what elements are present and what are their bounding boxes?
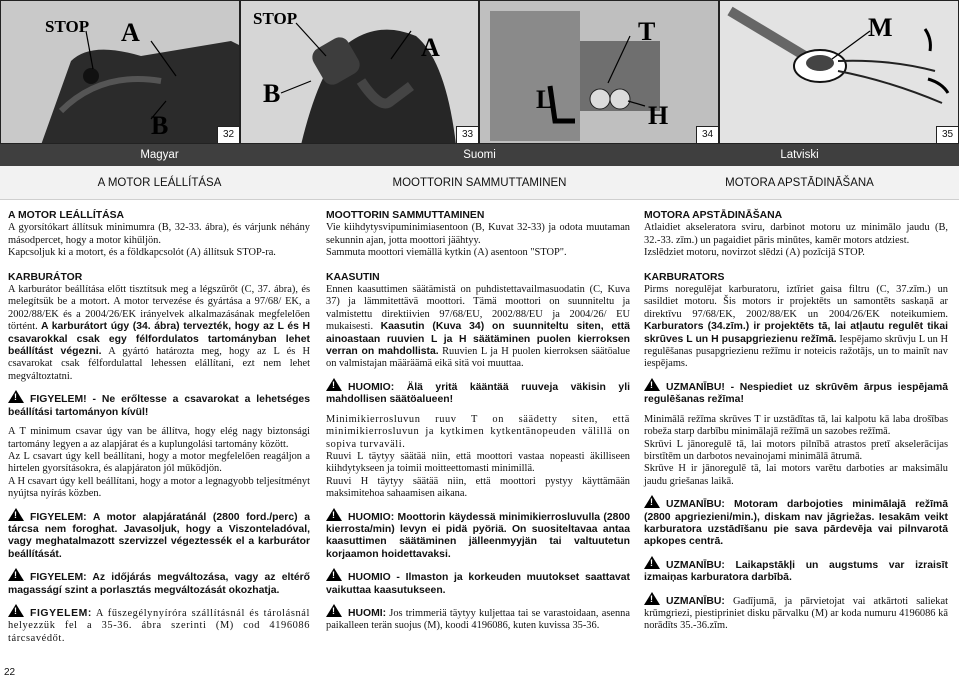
section-title-hu: A MOTOR LEÁLLÍTÁSA bbox=[97, 177, 222, 189]
heading-carburetor: KARBURATORS bbox=[644, 271, 725, 283]
warning-note: !FIGYELEM: Az időjárás megváltozása, vagy az eltérő magasságí szint a porlasztás megváltozását okozhatja. bbox=[8, 568, 310, 597]
figure-number: 34 bbox=[696, 126, 718, 143]
paragraph: Vie kiihdytysvipuminimiasentoon (B, Kuvat 32-33) ja odota muutaman sekunnin ajan, jotta moottori jäähtyy. bbox=[326, 222, 630, 246]
warning-note: !HUOMIO - Ilmaston ja korkeuden muutokset saattavat vaikuttaa kaasutukseen. bbox=[326, 568, 630, 597]
figure-33-photo bbox=[240, 0, 479, 144]
heading-carburetor: KARBURÁTOR bbox=[8, 271, 83, 283]
figure-32-photo bbox=[0, 0, 240, 144]
heading-stopping-engine: MOTORA APSTĀDINĀŠANA bbox=[644, 210, 783, 221]
paragraph: A T minimum csavar úgy van be állítva, hogy elég nagy biztonsági tartomány legyen a az alapjárat és a kuplungolási tartomány között. bbox=[8, 426, 310, 450]
warning-note: !FIGYELEM! - Ne erőltesse a csavarokat a lehetséges beállítási tartományon kívül! bbox=[8, 390, 310, 419]
warning-note: !UZMANĪBU: Motoram darbojoties minimālajā režīmā (2800 apgriezieni/min.), diskam nav jāgriežas. Iesakām veikt karburatora uzstādīšanu pie sava pārdevēja vai pilnvarotā apkopes centrā. bbox=[644, 495, 948, 549]
section-title-fi: MOOTTORIN SAMMUTTAMINEN bbox=[392, 177, 567, 189]
paragraph: Minimikierrosluvun ruuv T on säädetty siten, että minimikierrosluvun ja kytkimen kytkentänopeuden välillä on sopiva turvaväli. bbox=[326, 413, 630, 450]
language-label-hu: Magyar bbox=[140, 149, 179, 161]
column-latvian bbox=[644, 210, 948, 633]
warning-icon bbox=[8, 508, 24, 521]
paragraph: Sammuta moottori viemällä kytkin (A) asentoon "STOP". bbox=[326, 247, 567, 259]
column-finnish bbox=[326, 210, 630, 633]
heading-stopping-engine: A MOTOR LEÁLLÍTÁSA bbox=[8, 210, 125, 221]
paragraph: A H csavart úgy kell beállítani, hogy a motor a legnagyobb teljesítményt nyújtsa nyírás közben. bbox=[8, 475, 310, 500]
photo-strip bbox=[0, 0, 959, 144]
paragraph: A karburátor beállítása előtt tisztítsuk meg a légszűrőt (C, 37. ábra), és melegítsük be a motort. A motor tervezése és gyártása a 97/68/ EK, a 2002/88/EK és a 2004/26/EK irányelvek alkalmazásának megfelelően történt. A karburátort úgy (34. ábra) tervezték, hogy az L és H csavarokkal csak egy félfordulatos tartományban lehet beállítást végezni. A gyártó határozta meg, hogy az L és H csavarokat csak félfordulattal lehessen elállítani, ezt nem lehet megváltoztatni. bbox=[8, 284, 310, 382]
warning-note: !HUOMI: Jos trimmeriä täytyy kuljettaa tai se varastoidaan, asenna paikalleen terän suojus (M), koodi 4196086, kuten kuvissa 35-36. bbox=[326, 604, 630, 633]
paragraph: Az L csavart úgy kell beállítani, hogy a motor megfelelően reagáljon a hirtelen gyorsításokra, és alapjáraton jól működjön. bbox=[8, 450, 310, 475]
paragraph: Minimālā režīma skrūves T ir uzstādītas tā, lai kalpotu kā laba drošības robeža starp darbību minimālajā režīmā un sazobes režīmā. bbox=[644, 413, 948, 438]
section-title-lv: MOTORA APSTĀDINĀŠANA bbox=[725, 177, 874, 189]
heading-stopping-engine: MOOTTORIN SAMMUTTAMINEN bbox=[326, 210, 485, 221]
figure-number: 33 bbox=[456, 126, 478, 143]
figure-35-photo bbox=[719, 0, 959, 144]
warning-note: !FIGYELEM: A fűszegélynyíróra szállításnál és tárolásnál helyezzük fel a 35-36. ábra szerinti (M) cod 4196086 tárcsavédőt. bbox=[8, 604, 310, 645]
warning-icon bbox=[8, 390, 24, 403]
warning-note: !UZMANĪBU! - Nespiediet uz skrūvēm ārpus iespējamā regulēšanas režīma! bbox=[644, 378, 948, 407]
warning-note: !UZMANĪBU: Gadījumā, ja pārvietojat vai atkārtoti saliekat krūmgriezi, piestipriniet disku pārvalku (M) ar koda numuru 4196086 kā norādīts 35.-36.zīm. bbox=[644, 592, 948, 633]
callout-a: A bbox=[121, 18, 140, 47]
paragraph: Pirms noregulējat karburatoru, iztīriet gaisa filtru (C, 37.zīm.) un sasildiet motoru. Šis motors ir projektēts un samontēts saskaņā ar direktīvu 97/68/EK, 2002/88/EK un 2004/26/EK noteikumiem. Karburators (34.zīm.) ir projektēts tā, lai atļautu regulēt tikai skrūves L un H pusapgriezienu režīmā. Iespējamo skrūvju L un H regulēšanas pusapgriezienu režīmu ir noteicis ražotājs, un to mainīt nav iespējams. bbox=[644, 284, 948, 370]
language-label-fi: Suomi bbox=[463, 149, 496, 161]
carburetor-illustration bbox=[480, 1, 719, 144]
paragraph: A gyorsítókart állítsuk minimumra (B, 32-33. ábra), és várjunk néhány másodpercet, hogy a motor kihűljön. bbox=[8, 222, 310, 246]
warning-icon bbox=[644, 592, 660, 605]
heading-carburetor: KAASUTIN bbox=[326, 271, 380, 283]
callout-stop: STOP bbox=[45, 17, 90, 36]
callout-l: L bbox=[536, 85, 554, 114]
paragraph: Ruuvi H täytyy säätää niin, että moottori pystyy käyttämään maksimitehoa sahaamisen aikana. bbox=[326, 475, 630, 500]
paragraph: Kapcsoljuk ki a motort, és a földkapcsolót (A) állítsuk STOP-ra. bbox=[8, 247, 276, 259]
language-header-bar bbox=[0, 144, 959, 166]
warning-icon bbox=[326, 508, 342, 521]
callout-a: A bbox=[421, 33, 440, 62]
callout-t: T bbox=[638, 17, 656, 46]
paragraph: Ennen kaasuttimen säätämistä on puhdistettavailmasuodatin (C, Kuva 37) ja lämmitettävä moottori. Tämä moottori on suunniteltu ja valmistettu direktiivien 97/68/EU, 2002/88/EU ja 2004/26/ EU mukaisesti. Kaasutin (Kuva 34) on suunniteltu siten, että ainoastaan ruuvien L ja H säätäminen puolen kierroksen verran on mahdollista. Ruuvien L ja H puolen kierroksen säätöalue on valmistajan määräämä eikä sitä voi muuttaa. bbox=[326, 284, 630, 370]
section-title-row bbox=[0, 166, 959, 200]
callout-b: B bbox=[263, 79, 281, 108]
column-hungarian bbox=[8, 210, 310, 645]
warning-icon bbox=[8, 604, 24, 617]
trimmer-head-guard-illustration bbox=[720, 1, 959, 144]
warning-icon bbox=[644, 495, 660, 508]
warning-icon bbox=[644, 556, 660, 569]
figure-34-photo bbox=[479, 0, 719, 144]
warning-note: !HUOMIO: Älä yritä kääntää ruuveja väkisin yli mahdollisen säätöalueen! bbox=[326, 378, 630, 407]
callout-b: B bbox=[151, 111, 169, 140]
language-label-lv: Latviski bbox=[780, 149, 819, 161]
figure-number: 35 bbox=[936, 126, 958, 143]
warning-note: !UZMANĪBU: Laikapstākļi un augstums var izraisīt izmaiņas karburatora darbībā. bbox=[644, 556, 948, 585]
paragraph: Ruuvi L täytyy säätää niin, että moottori vastaa nopeasti äkilliseen kiihdytykseen ja toimii moitteettomasti minimillä. bbox=[326, 450, 630, 475]
page-number: 22 bbox=[4, 667, 16, 678]
warning-icon bbox=[644, 378, 660, 391]
warning-note: !FIGYELEM: A motor alapjáratánál (2800 ford./perc) a tárcsa nem foroghat. Javasoljuk, hogy a Viszonteladóval, vagy meghatalmazott szervizzel végeztessék el a karburátor beállítását. bbox=[8, 508, 310, 562]
callout-stop: STOP bbox=[253, 9, 298, 28]
warning-icon bbox=[326, 378, 342, 391]
callout-h: H bbox=[648, 101, 669, 130]
figure-number: 32 bbox=[217, 126, 239, 143]
warning-icon bbox=[326, 568, 342, 581]
paragraph: Skrūvi L jānoregulē tā, lai motors pilnībā atrastos pretī akselerācijas birstītēm un darbotos nevainojami minimālā ātrumā. bbox=[644, 438, 948, 462]
paragraph: Izslēdziet motoru, novirzot slēdzi (A) pozīcijā STOP. bbox=[644, 247, 865, 259]
warning-note: !HUOMIO: Moottorin käydessä minimikierrosluvulla (2800 kierrosta/min) levyn ei pidä pyöriä. On suositeltavaa antaa kaasuttimen säätäminen jälleenmyyjän tai valtuutetun korjaamon hoidettavaksi. bbox=[326, 508, 630, 562]
paragraph: Atlaidiet akseleratora sviru, darbinot motoru uz minimālo jaudu (B, 32.-33. zīm.) un pagaidiet pāris minūtes, kamēr motors atdziest. bbox=[644, 222, 948, 246]
callout-m: M bbox=[868, 13, 893, 42]
paragraph: Skrūve H ir jānoregulē tā, lai motors varētu darboties ar maksimālu jaudu griešanas laikā. bbox=[644, 463, 948, 487]
warning-icon bbox=[8, 568, 24, 581]
warning-icon bbox=[326, 604, 342, 617]
